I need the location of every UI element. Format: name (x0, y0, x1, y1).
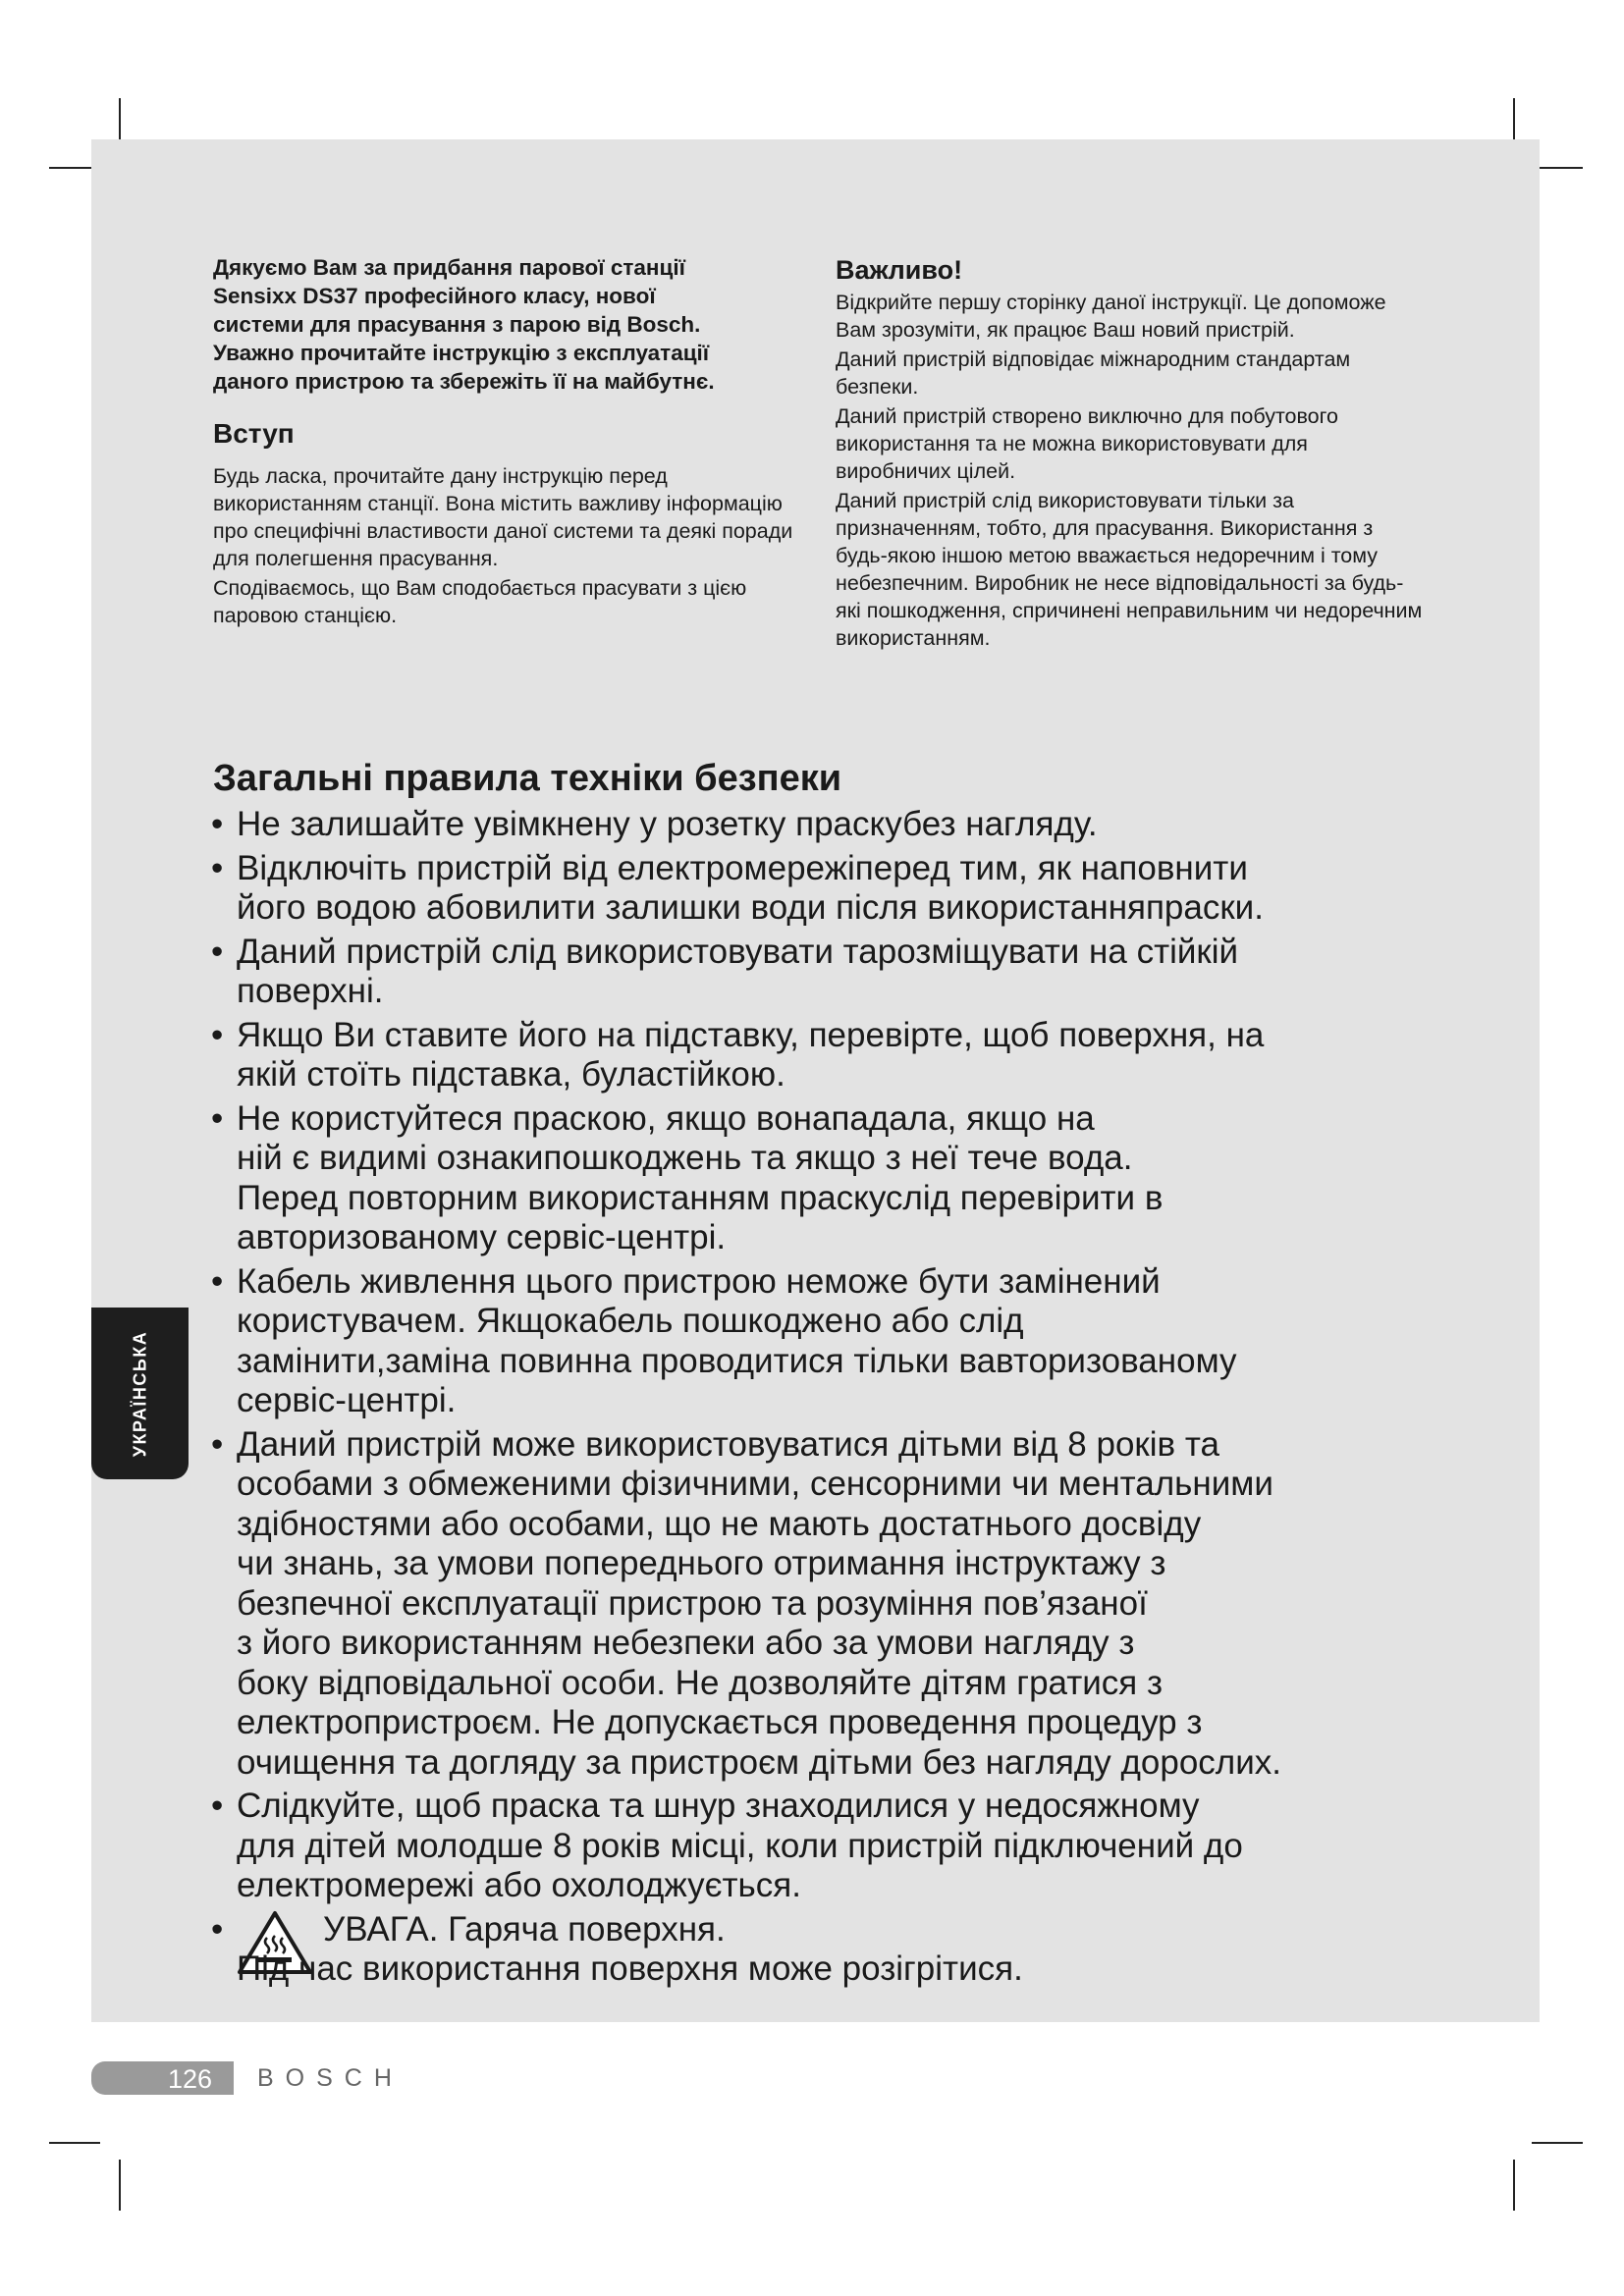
bullet: • (211, 1261, 224, 1301)
intro-text (213, 253, 802, 396)
list-item: • Не користуйтеся праскою, якщо вонападала, якщо на ній є видимі ознакипошкоджень та якщо з неї тече вода. Перед повторним використанням праскуслід перевірити в авторизованому сервіс-центрі. (211, 1098, 1164, 1256)
intro-line: системи для прасування з парою від Bosch. (213, 312, 701, 337)
language-label: УКРАЇНСЬКА (130, 1330, 149, 1457)
intro-line: Дякуємо Вам за придбання парової станції (213, 255, 685, 280)
bullet: • (211, 1787, 224, 1825)
section-heading-vstup: Вступ (213, 418, 295, 449)
left-column (213, 253, 802, 629)
bullet: • (211, 848, 224, 887)
bullet: • (211, 932, 224, 971)
warning-title: УВАГА. Гаряча поверхня. (323, 1909, 726, 1949)
list-item: • Даний пристрій може використовуватися дітьми від 8 років та особами з обмеженими фізичними, сенсорними чи ментальними здібностями або особами, що не мають достатнього досвіду чи знань, за умови попереднього отримання інструктажу з безпечної експлуатації пристрою та розуміння пов’язаної з його використанням небезпеки або за умови нагляду з боку відповідальної особи. Не дозволяйте дітям гратися з електропристроєм. Не допускається проведення процедур з очищення та догляду за пристроєм дітьми без нагляду дорослих. (211, 1424, 1281, 1782)
bullet: • (211, 805, 224, 843)
bullet: • (211, 1909, 224, 1949)
intro-line: Уважно прочитайте інструкцію з експлуатації (213, 341, 710, 365)
list-item: • Слідкуйте, щоб праска та шнур знаходилися у недосяжному для дітей молодше 8 років місці, коли пристрій підключений до електромережі або охолоджується. (211, 1787, 1243, 1904)
page-number-bar (91, 2061, 226, 2095)
vstup-paragraph: Сподіваємось, що Вам сподобається прасувати з цією паровою станцією. (213, 576, 747, 627)
list-item: • Даний пристрій слід використовувати тарозміщувати на стійкій поверхні. (211, 932, 1239, 1010)
list-item: • Якщо Ви ставите його на підставку, перевірте, щоб поверхня, на якій стоїть підставка, буластійкою. (211, 1015, 1265, 1094)
bullet: • (211, 1015, 224, 1054)
intro-line: Sensixx DS37 професійного класу, нової (213, 284, 656, 308)
crop-mark (119, 2160, 121, 2211)
right-column (836, 253, 1425, 652)
crop-mark (1513, 2160, 1515, 2211)
safety-rules-list (211, 805, 1448, 1994)
section-heading-important: Важливо! (836, 255, 963, 285)
important-paragraph: Даний пристрій відповідає міжнародним стандартам безпеки. (836, 347, 1351, 399)
list-item: • Відключіть пристрій від електромережіперед тим, як наповнити його водою абовилити залишки води після використанняпраски. (211, 848, 1264, 927)
safety-heading: Загальні правила техніки безпеки (213, 758, 842, 799)
important-paragraph: Даний пристрій слід використовувати тільки за призначенням, тобто, для прасування. Використання з будь-якою іншою метою вважається недоречним і тому небезпечним. Виробник не несе відповідальності за будь-які пошкодження, спричинені неправильним чи недоречним використанням. (836, 489, 1423, 650)
page-number: 126 (167, 2064, 212, 2094)
bullet: • (211, 1424, 224, 1464)
page-number-bar-notch (226, 2061, 234, 2095)
brand-logo: BOSCH (257, 2064, 404, 2092)
warning-detail: Під час використання поверхня може розігрітися. (237, 1949, 1023, 1988)
important-paragraph: Відкрийте першу сторінку даної інструкції. Це допоможе Вам зрозуміти, як працює Ваш новий пристрій. (836, 291, 1386, 342)
crop-mark (1532, 2142, 1583, 2144)
list-item: • Не залишайте увімкнену у розетку праскубез нагляду. (211, 805, 1098, 843)
warning-item (211, 1910, 1448, 1990)
important-paragraph: Даний пристрій створено виключно для побутового використання та не можна використовувати для виробничих цілей. (836, 404, 1338, 483)
language-tab (91, 1308, 189, 1479)
list-item: • Кабель живлення цього пристрою неможе бути замінений користувачем. Якщокабель пошкоджено або слід замінити,заміна повинна проводитися тільки вавторизованому сервіс-центрі. (211, 1261, 1237, 1419)
crop-mark (49, 2142, 100, 2144)
bullet: • (211, 1098, 224, 1138)
intro-line: даного пристрою та збережіть її на майбутнє. (213, 369, 715, 394)
vstup-paragraph: Будь ласка, прочитайте дану інструкцію перед використанням станції. Вона містить важливу інформацію про специфічні властивости даної системи та деякі поради для полегшення прасування. (213, 464, 793, 570)
